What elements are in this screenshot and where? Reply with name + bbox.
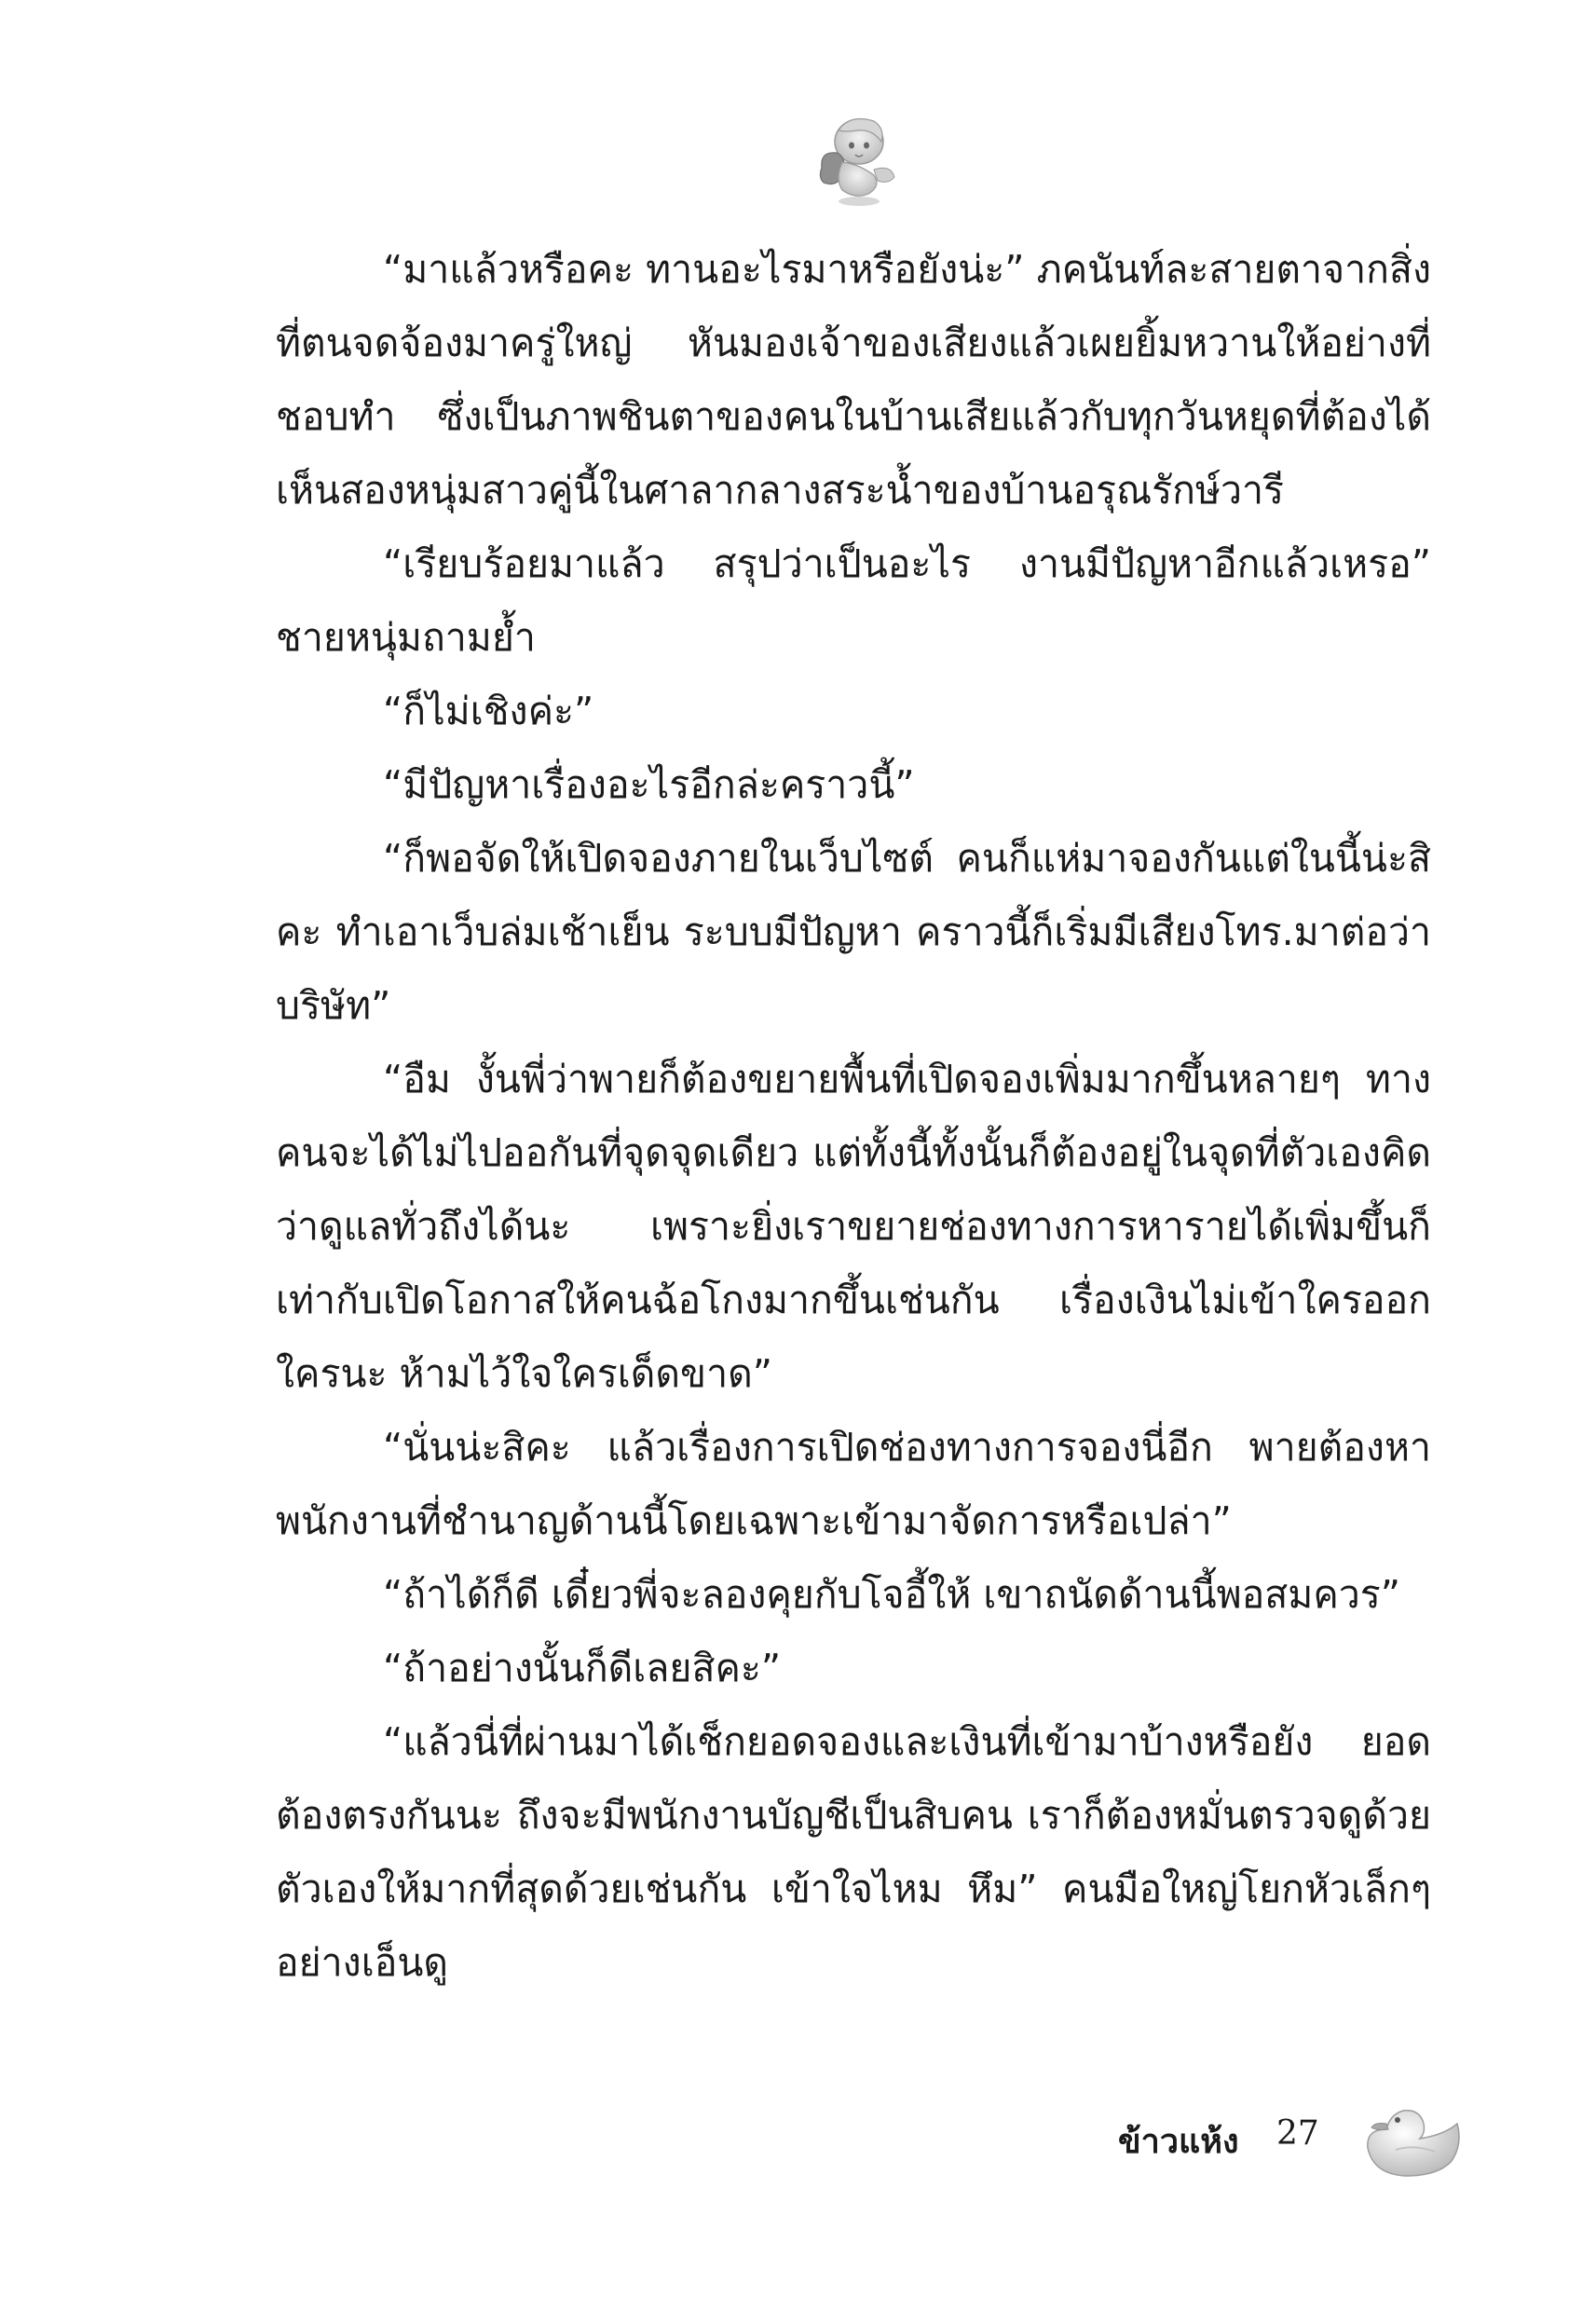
- paragraph: “ก็ไม่เชิงค่ะ”: [383, 689, 594, 733]
- rubber-duck-icon: [1349, 2092, 1470, 2181]
- page-footer: [1099, 2092, 1491, 2176]
- page-number: 27: [1276, 2114, 1319, 2153]
- paragraph: “อืม งั้นพี่ว่าพายก็ต้องขยายพื้นที่เปิดจองเพิ่มมากขึ้นหลายๆ ทาง คนจะได้ไม่ไปออกันที่จุดจุดเดียว แต่ทั้งนี้ทั้งนั้นก็ต้องอยู่ในจุดที่ตัวเองคิดว่าดูแลทั่วถึงได้นะ เพราะยิ่งเราขยายช่องทางการหารายได้เพิ่มขึ้นก็เท่ากับเปิดโอกาสให้คนฉ้อโกงมากขึ้นเช่นกัน เรื่องเงินไม่เข้าใครออกใครนะ ห้ามไว้ใจใครเด็ดขาด”: [276, 1057, 1431, 1396]
- paragraph: “ถ้าอย่างนั้นก็ดีเลยสิคะ”: [383, 1646, 782, 1690]
- story-text: [276, 233, 1431, 2000]
- paragraph: “มาแล้วหรือคะ ทานอะไรมาหรือยังน่ะ” ภคนันท์ละสายตาจากสิ่งที่ตนจดจ้องมาครู่ใหญ่ หันมองเจ้าของเสียงแล้วเผยยิ้มหวานให้อย่างที่ชอบทำ ซึ่งเป็นภาพชินตาของคนในบ้านเสียแล้วกับทุกวันหยุดที่ต้องได้เห็นสองหนุ่มสาวคู่นี้ในศาลากลางสระน้ำของบ้านอรุณรักษ์วารี: [276, 247, 1431, 513]
- book-title: ข้าวแห้ง: [1118, 2123, 1239, 2161]
- paragraph: “นั่นน่ะสิคะ แล้วเรื่องการเปิดช่องทางการจองนี่อีก พายต้องหาพนักงานที่ชำนาญด้านนี้โดยเฉพาะเข้ามาจัดการหรือเปล่า”: [276, 1425, 1431, 1543]
- cherub-ornament-icon: [801, 110, 904, 212]
- paragraph: “ถ้าได้ก็ดี เดี๋ยวพี่จะลองคุยกับโจอี้ให้ เขาถนัดด้านนี้พอสมควร”: [383, 1572, 1401, 1617]
- paragraph: “มีปัญหาเรื่องอะไรอีกล่ะคราวนี้”: [383, 762, 915, 807]
- paragraph: “แล้วนี่ที่ผ่านมาได้เช็กยอดจองและเงินที่เข้ามาบ้างหรือยัง ยอดต้องตรงกันนะ ถึงจะมีพนักงานบัญชีเป็นสิบคน เราก็ต้องหมั่นตรวจดูด้วยตัวเองให้มากที่สุดด้วยเช่นกัน เข้าใจไหม หึม” คนมือใหญ่โยกหัวเล็กๆ อย่างเอ็นดู: [276, 1719, 1431, 1985]
- paragraph: “เรียบร้อยมาแล้ว สรุปว่าเป็นอะไร งานมีปัญหาอีกแล้วเหรอ” ชายหนุ่มถามย้ำ: [276, 541, 1431, 660]
- paragraph: “ก็พอจัดให้เปิดจองภายในเว็บไซต์ คนก็แห่มาจองกันแต่ในนี้น่ะสิคะ ทำเอาเว็บล่มเช้าเย็น ระบบมีปัญหา คราวนี้ก็เริ่มมีเสียงโทร.มาต่อว่าบริษัท”: [276, 836, 1431, 1028]
